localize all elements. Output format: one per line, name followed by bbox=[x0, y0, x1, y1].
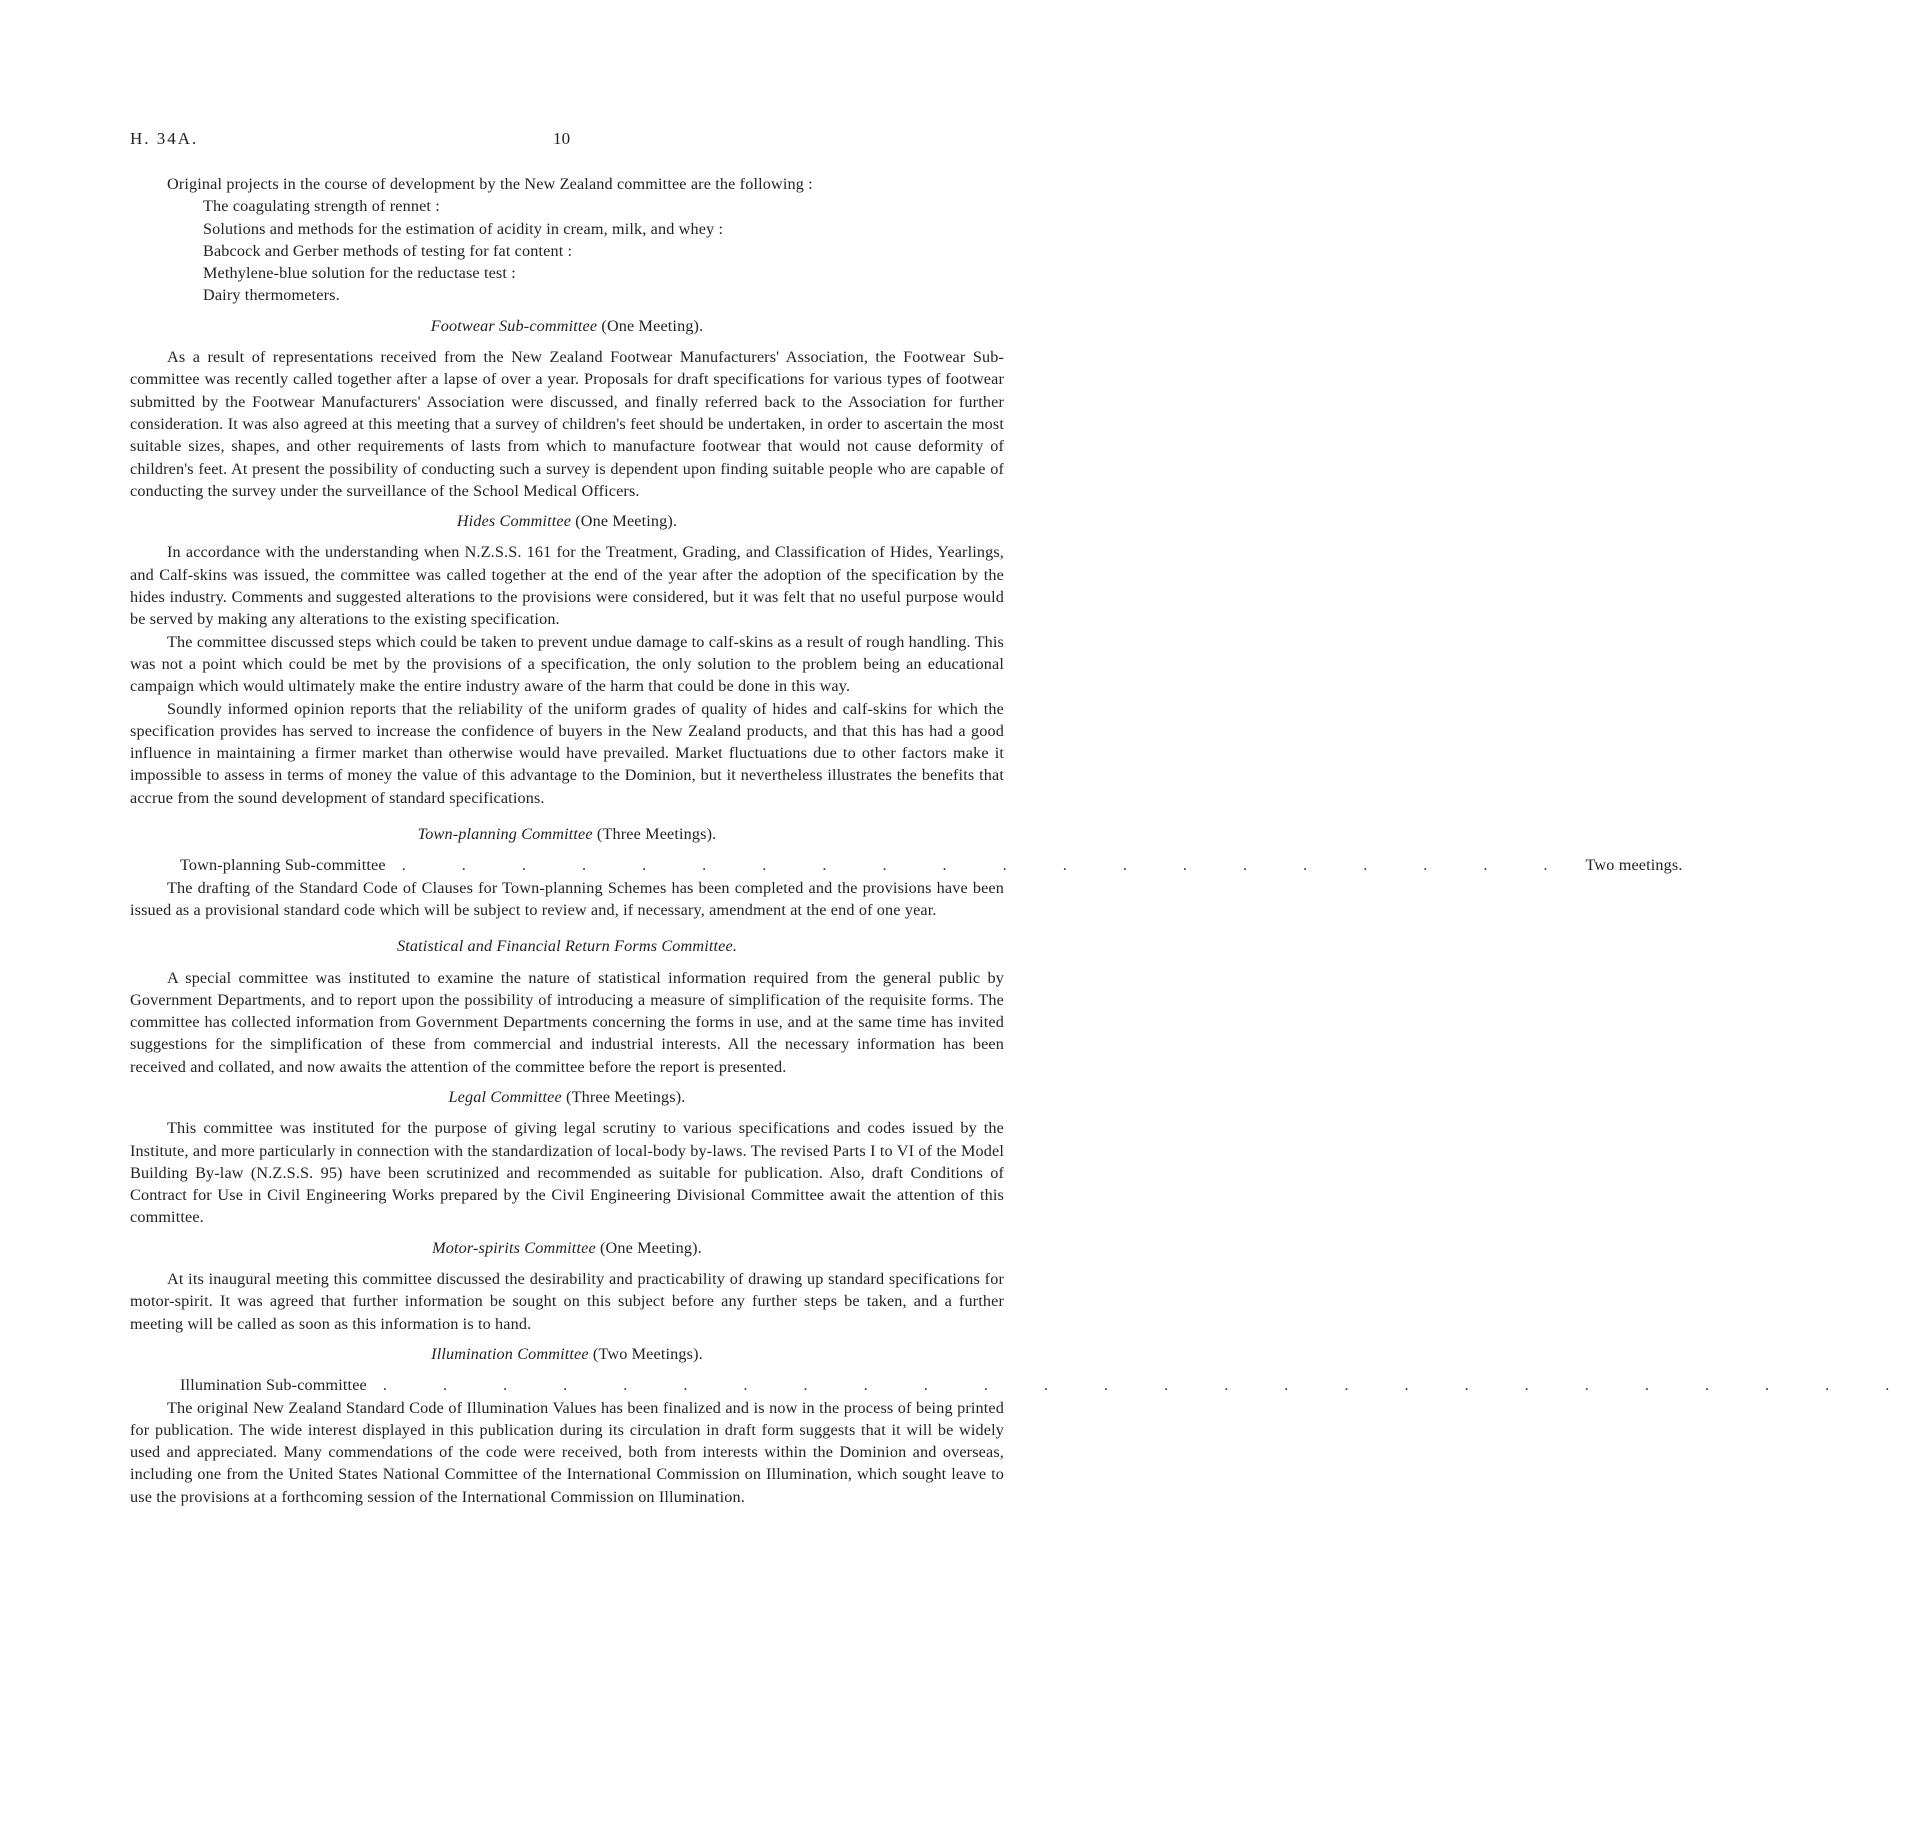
list-item: Dairy thermometers. bbox=[203, 286, 340, 305]
document-reference: H. 34A. bbox=[130, 129, 199, 148]
body-paragraph: The original New Zealand Standard Code of Illumination Values has been finalized and is now in the process of being printed for publication. The wide interest displayed in this publication during its circulation in draft form suggests that it will be widely used and appreciated. Many commendations of the code were received, both from interests within the Dominion and overseas, including one from the United States National Committee of the International Commission on Illumination, which sought leave to use the provisions at a forthcoming session of the International Commission on Illumination. bbox=[130, 1398, 1004, 1506]
page-content bbox=[130, 173, 1916, 1508]
body-paragraph: In accordance with the understanding when N.Z.S.S. 161 for the Treatment, Grading, and Classification of Hides, Yearlings, and Calf-skins was issued, the committee was called together at the end of the year after the adoption of the specification by the hides industry. Comments and suggested alterations to the provisions were considered, but it was felt that no useful purpose would be served by making any alterations to the existing specification. bbox=[130, 543, 1004, 629]
subcommittee-meetings: Two meetings. bbox=[1585, 856, 1683, 875]
subcommittee-label: Illumination Sub-committee bbox=[180, 1376, 367, 1395]
projects-list bbox=[130, 195, 1004, 306]
section-heading-statistical bbox=[130, 935, 1004, 957]
section-heading-legal bbox=[130, 1086, 1004, 1108]
body-paragraph: The drafting of the Standard Code of Clauses for Town-planning Schemes has been completed and the provisions have been issued as a provisional standard code which will be subject to review and, if necessary, amendment at the end of one year. bbox=[130, 878, 1004, 919]
list-item: The coagulating strength of rennet : bbox=[203, 197, 440, 216]
page-number: 10 bbox=[553, 129, 571, 148]
dot-leader: . . . . . . . . . . . . . . . . . . . . bbox=[401, 856, 1574, 875]
intro-paragraph: Original projects in the course of development by the New Zealand committee are the following : bbox=[167, 175, 813, 193]
list-item: Methylene-blue solution for the reductase test : bbox=[203, 264, 516, 283]
subcommittee-line bbox=[130, 854, 1683, 876]
section-title: Illumination Committee bbox=[431, 1344, 589, 1363]
section-meetings: (Three Meetings). bbox=[596, 825, 717, 844]
subcommittee-line bbox=[130, 1374, 1916, 1396]
subcommittee-label: Town-planning Sub-committee bbox=[180, 856, 386, 875]
page-header bbox=[130, 128, 1004, 152]
list-item: Babcock and Gerber methods of testing for fat content : bbox=[203, 241, 573, 260]
body-paragraph: The committee discussed steps which could be taken to prevent undue damage to calf-skins as a result of rough handling. This was not a point which could be met by the provisions of a specification, the only solution to the problem being an educational campaign which would ultimately make the entire industry aware of the harm that could be done in this way. bbox=[130, 632, 1004, 696]
section-meetings: (Three Meetings). bbox=[566, 1087, 686, 1106]
section-heading-hides bbox=[130, 510, 1004, 532]
section-heading-footwear bbox=[130, 315, 1004, 337]
body-paragraph: At its inaugural meeting this committee discussed the desirability and practicability of drawing up standard specifications for motor-spirit. It was agreed that further information be sought on this subject before any further steps be taken, and a further meeting will be called as soon as this information is to hand. bbox=[130, 1270, 1004, 1333]
section-title: Statistical and Financial Return Forms Committee. bbox=[396, 937, 738, 956]
section-title: Legal Committee bbox=[448, 1087, 562, 1106]
body-paragraph: Soundly informed opinion reports that the reliability of the uniform grades of quality of hides and calf-skins for which the specification provides has served to increase the confidence of buyers in the New Zealand products, and that this has had a good influence in maintaining a firmer market than otherwise would have prevailed. Market fluctuations due to other factors make it impossible to assess in terms of money the value of this advantage to the Dominion, but it nevertheless illustrates the benefits that accrue from the sound development of standard specifications. bbox=[130, 699, 1004, 807]
section-title: Motor-spirits Committee bbox=[432, 1238, 596, 1257]
section-title: Footwear Sub-committee bbox=[430, 316, 598, 335]
dot-leader: . . . . . . . . . . . . . . . . . . . . . . . . . . bbox=[382, 1376, 1916, 1395]
section-heading-town-planning bbox=[130, 823, 1004, 845]
list-item: Solutions and methods for the estimation of acidity in cream, milk, and whey : bbox=[203, 219, 724, 238]
section-meetings: (One Meeting). bbox=[575, 512, 678, 531]
section-meetings: (One Meeting). bbox=[601, 316, 704, 335]
section-heading-illumination bbox=[130, 1343, 1004, 1365]
section-title: Hides Committee bbox=[456, 512, 572, 531]
section-meetings: (One Meeting). bbox=[599, 1238, 702, 1257]
body-paragraph: As a result of representations received from the New Zealand Footwear Manufacturers' Association, the Footwear Sub-committee was recently called together after a lapse of over a year. Proposals for draft specifications for various types of footwear submitted by the Footwear Manufacturers' Association were discussed, and finally referred back to the Association for further consideration. It was also agreed at this meeting that a survey of children's feet should be undertaken, in order to ascertain the most suitable sizes, shapes, and other requirements of lasts from which to manufacture footwear that would not cause deformity of children's feet. At present the possibility of conducting such a survey is dependent upon finding suitable people who are capable of conducting the survey under the surveillance of the School Medical Officers. bbox=[130, 348, 1004, 500]
section-meetings: (Two Meetings). bbox=[592, 1344, 703, 1363]
section-title: Town-planning Committee bbox=[417, 825, 593, 844]
body-paragraph: This committee was instituted for the purpose of giving legal scrutiny to various specifications and codes issued by the Institute, and more particularly in connection with the standardization of local-body by-laws. The revised Parts I to VI of the Model Building By-law (N.Z.S.S. 95) have been scrutinized and recommended as suitable for publication. Also, draft Conditions of Contract for Use in Civil Engineering Works prepared by the Civil Engineering Divisional Committee await the attention of this committee. bbox=[130, 1119, 1004, 1227]
body-paragraph: A special committee was instituted to examine the nature of statistical information required from the general public by Government Departments, and to report upon the possibility of introducing a measure of simplification of the requisite forms. The committee has collected information from Government Departments concerning the forms in use, and at the same time has invited suggestions for the simplification of these from commercial and industrial interests. All the necessary information has been received and collated, and now awaits the attention of the committee before the report is presented. bbox=[130, 968, 1004, 1076]
section-heading-motor-spirits bbox=[130, 1237, 1004, 1259]
